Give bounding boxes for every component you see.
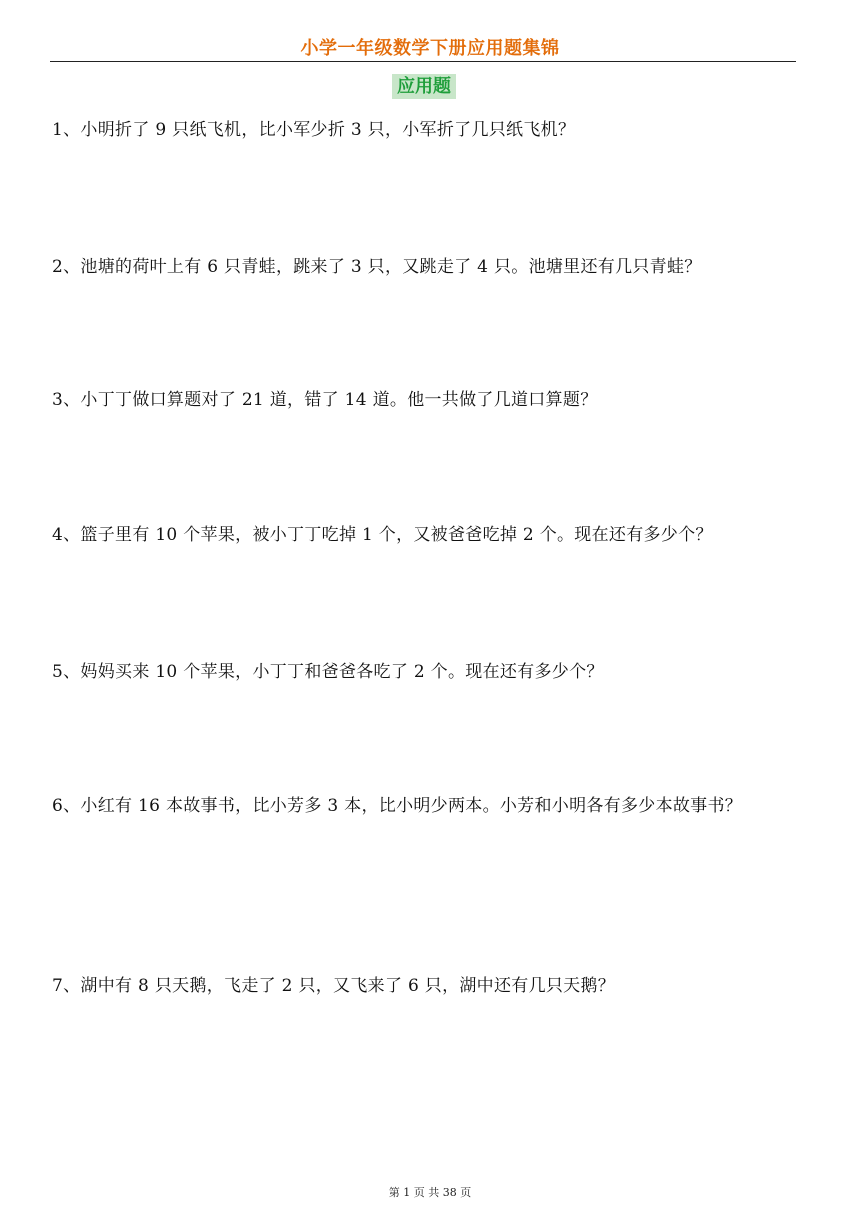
question-7: 7、湖中有 8 只天鹅，飞走了 2 只，又飞来了 6 只，湖中还有几只天鹅？	[52, 976, 616, 996]
header-divider	[50, 61, 796, 62]
section-title: 应用题	[392, 74, 456, 99]
question-4: 4、篮子里有 10 个苹果，被小丁丁吃掉 1 个，又被爸爸吃掉 2 个。现在还有多少个？	[52, 525, 713, 545]
document-header-title: 小学一年级数学下册应用题集锦	[300, 38, 560, 59]
question-1: 1、小明折了 9 只纸飞机，比小军少折 3 只，小军折了几只纸飞机？	[52, 120, 576, 140]
question-6: 6、小红有 16 本故事书，比小芳多 3 本，比小明少两本。小芳和小明各有多少本故事书？	[52, 796, 743, 816]
page-number: 第 1 页 共 38 页	[388, 1186, 472, 1199]
question-3: 3、小丁丁做口算题对了 21 道，错了 14 道。他一共做了几道口算题？	[52, 390, 598, 410]
question-2: 2、池塘的荷叶上有 6 只青蛙，跳来了 3 只，又跳走了 4 只。池塘里还有几只青蛙？	[52, 257, 702, 277]
question-5: 5、妈妈买来 10 个苹果，小丁丁和爸爸各吃了 2 个。现在还有多少个？	[52, 662, 604, 682]
